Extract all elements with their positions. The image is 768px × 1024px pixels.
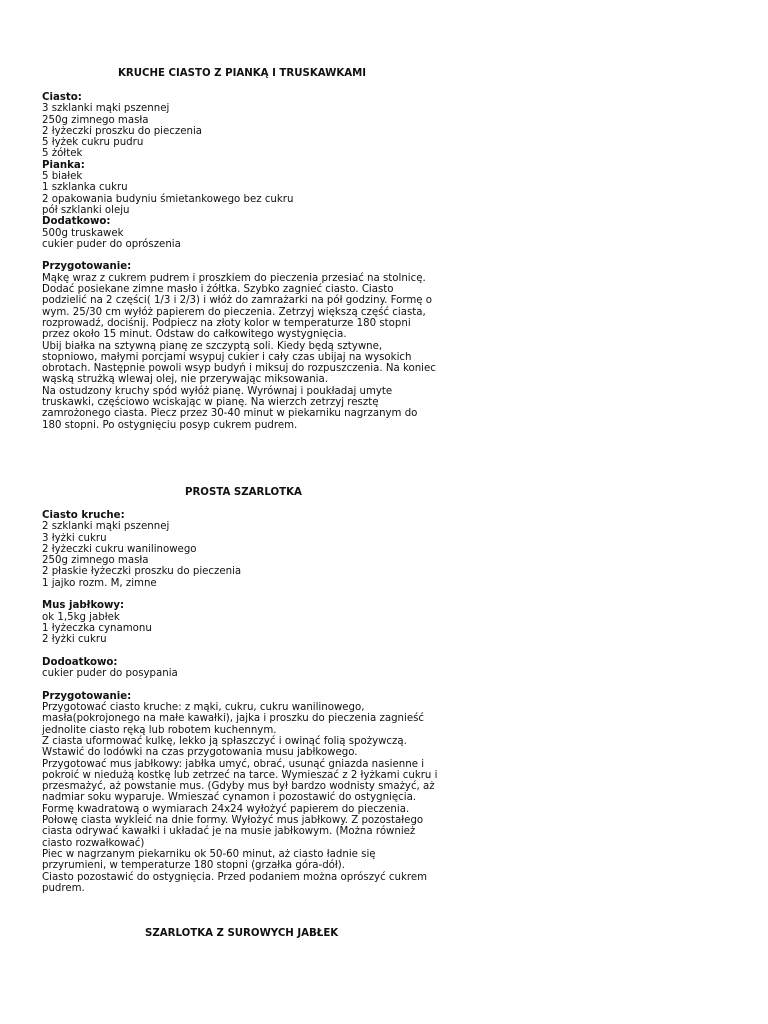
section-heading: Pianka: bbox=[42, 159, 85, 171]
text-line: podzielić na 2 części( 1/3 i 2/3) i włóż do zamrażarki na pół godziny. Formę o bbox=[42, 295, 433, 307]
text-line: cukier puder do posypania bbox=[42, 668, 178, 680]
blank-line bbox=[42, 646, 732, 657]
text-line: 2 płaskie łyżeczki proszku do pieczenia bbox=[42, 566, 242, 578]
section-heading: Dodoatkowo: bbox=[42, 656, 118, 668]
recipe-title-szarlotka-z-surowych: SZARLOTKA Z SUROWYCH JABŁEK bbox=[145, 928, 339, 939]
text-line: 1 łyżeczka cynamonu bbox=[42, 622, 152, 634]
text-line: 1 szklanka cukru bbox=[42, 182, 128, 194]
text-line: 180 stopni. Po ostygnięciu posyp cukrem pudrem. bbox=[42, 419, 298, 431]
text-line: pudrem. bbox=[42, 882, 85, 894]
text-line: ciasto rozwałkować) bbox=[42, 837, 145, 849]
text-line: 2 opakowania budyniu śmietankowego bez cukru bbox=[42, 193, 294, 205]
section-heading: Dodatkowo: bbox=[42, 216, 111, 228]
text-line: rozprowadź, dociśnij. Podpiecz na złoty kolor w temperaturze 180 stopni bbox=[42, 317, 411, 329]
text-line: stopniowo, małymi porcjami wsypuj cukier i cały czas ubijaj na wysokich bbox=[42, 351, 412, 363]
text-line: Ciasto pozostawić do ostygnięcia. Przed podaniem można oprószyć cukrem bbox=[42, 871, 428, 883]
section-heading: Mus jabłkowy: bbox=[42, 600, 125, 612]
blank-line bbox=[42, 250, 732, 261]
text-line: przez około 15 minut. Odstaw do całkowitego wystygnięcia. bbox=[42, 329, 347, 341]
text-line: 3 szklanki mąki pszennej bbox=[42, 103, 170, 115]
recipe-body-kruche-ciasto bbox=[42, 92, 732, 431]
text-line: Dodać posiekane zimne masło i żółtka. Szybko zagnieć ciasto. Ciasto bbox=[42, 284, 394, 296]
text-line: pokroić w niedużą kostkę lub zetrzeć na tarce. Wymieszać z 2 łyżkami cukru i bbox=[42, 769, 438, 781]
text-line: Formę kwadratową o wymiarach 24x24 wyłożyć papierem do pieczenia. bbox=[42, 803, 410, 815]
section-heading: Przygotowanie: bbox=[42, 261, 132, 273]
text-line: 2 łyżeczki proszku do pieczenia bbox=[42, 125, 203, 137]
section-heading: Ciasto kruche: bbox=[42, 510, 125, 521]
text-line: wym. 25/30 cm wyłóż papierem do pieczenia. Zetrzyj większą część ciasta, bbox=[42, 306, 426, 318]
recipe-title-prosta-szarlotka: PROSTA SZARLOTKA bbox=[185, 487, 302, 498]
section-heading: Ciasto: bbox=[42, 92, 82, 103]
text-line: ok 1,5kg jabłek bbox=[42, 611, 120, 623]
text-line: Przygotować mus jabłkowy: jabłka umyć, obrać, usunąć gniazda nasienne i bbox=[42, 758, 425, 770]
text-line: ciasta odrywać kawałki i układać je na musie jabłkowym. (Można również bbox=[42, 826, 416, 838]
text-line: 5 białek bbox=[42, 171, 83, 183]
text-line: 3 łyżki cukru bbox=[42, 532, 107, 544]
text-line: Przygotować ciasto kruche: z mąki, cukru, cukru wanilinowego, bbox=[42, 702, 365, 714]
text-line: 2 łyżeczki cukru wanilinowego bbox=[42, 543, 197, 555]
text-line: Na ostudzony kruchy spód wyłóż pianę. Wyrównaj i poukładaj umyte bbox=[42, 385, 393, 397]
recipe-title-kruche-ciasto: KRUCHE CIASTO Z PIANKĄ I TRUSKAWKAMI bbox=[118, 68, 367, 79]
blank-line bbox=[42, 589, 732, 600]
text-line: obrotach. Następnie powoli wsyp budyń i miksuj do rozpuszczenia. Na koniec bbox=[42, 363, 436, 375]
text-line: 5 żółtek bbox=[42, 148, 83, 160]
text-line: Ubij białka na sztywną pianę ze szczyptą soli. Kiedy będą sztywne, bbox=[42, 340, 383, 352]
text-line: Połowę ciasta wykleić na dnie formy. Wyłożyć mus jabłkowy. Z pozostałego bbox=[42, 815, 424, 827]
section-heading: Przygotowanie: bbox=[42, 690, 132, 702]
text-line: 5 łyżek cukru pudru bbox=[42, 137, 144, 149]
text-line: Mąkę wraz z cukrem pudrem i proszkiem do pieczenia przesiać na stolnicę. bbox=[42, 272, 426, 284]
text-line: truskawki, częściowo wciskając w pianę. Na wierzch zetrzyj resztę bbox=[42, 397, 379, 409]
text-line: 1 jajko rozm. M, zimne bbox=[42, 577, 157, 589]
text-line: pół szklanki oleju bbox=[42, 204, 130, 216]
text-line: 500g truskawek bbox=[42, 227, 124, 239]
text-line: zamrożonego ciasta. Piecz przez 30-40 minut w piekarniku nagrzanym do bbox=[42, 408, 418, 420]
text-line: jednolite ciasto ręką lub robotem kuchennym. bbox=[42, 724, 277, 736]
text-line: 2 łyżki cukru bbox=[42, 634, 107, 646]
text-line: Piec w nagrzanym piekarniku ok 50-60 minut, aż ciasto ładnie się bbox=[42, 848, 376, 860]
blank-line bbox=[42, 679, 732, 690]
text-line: Wstawić do lodówki na czas przygotowania musu jabłkowego. bbox=[42, 747, 358, 759]
text-line: 250g zimnego masła bbox=[42, 114, 149, 126]
text-line: cukier puder do oprószenia bbox=[42, 238, 181, 250]
text-line: wąską strużką wlewaj olej, nie przerywając miksowania. bbox=[42, 374, 328, 386]
text-line: przyrumieni, w temperaturze 180 stopni (grzałka góra-dół). bbox=[42, 860, 346, 872]
text-line: 2 szklanki mąki pszennej bbox=[42, 521, 170, 533]
text-line: nadmiar soku wyparuje. Wmieszać cynamon i pozostawić do ostygnięcia. bbox=[42, 792, 417, 804]
text-line: Z ciasta uformować kulkę, lekko ją spłaszczyć i owinąć folią spożywczą. bbox=[42, 735, 407, 747]
text-line: przesmażyć, aż powstanie mus. (Gdyby mus był bardzo wodnisty smażyć, aż bbox=[42, 781, 435, 793]
recipe-body-prosta-szarlotka bbox=[42, 510, 732, 894]
text-line: masła(pokrojonego na małe kawałki), jajka i proszku do pieczenia zagnieść bbox=[42, 713, 425, 725]
text-line: 250g zimnego masła bbox=[42, 555, 149, 567]
